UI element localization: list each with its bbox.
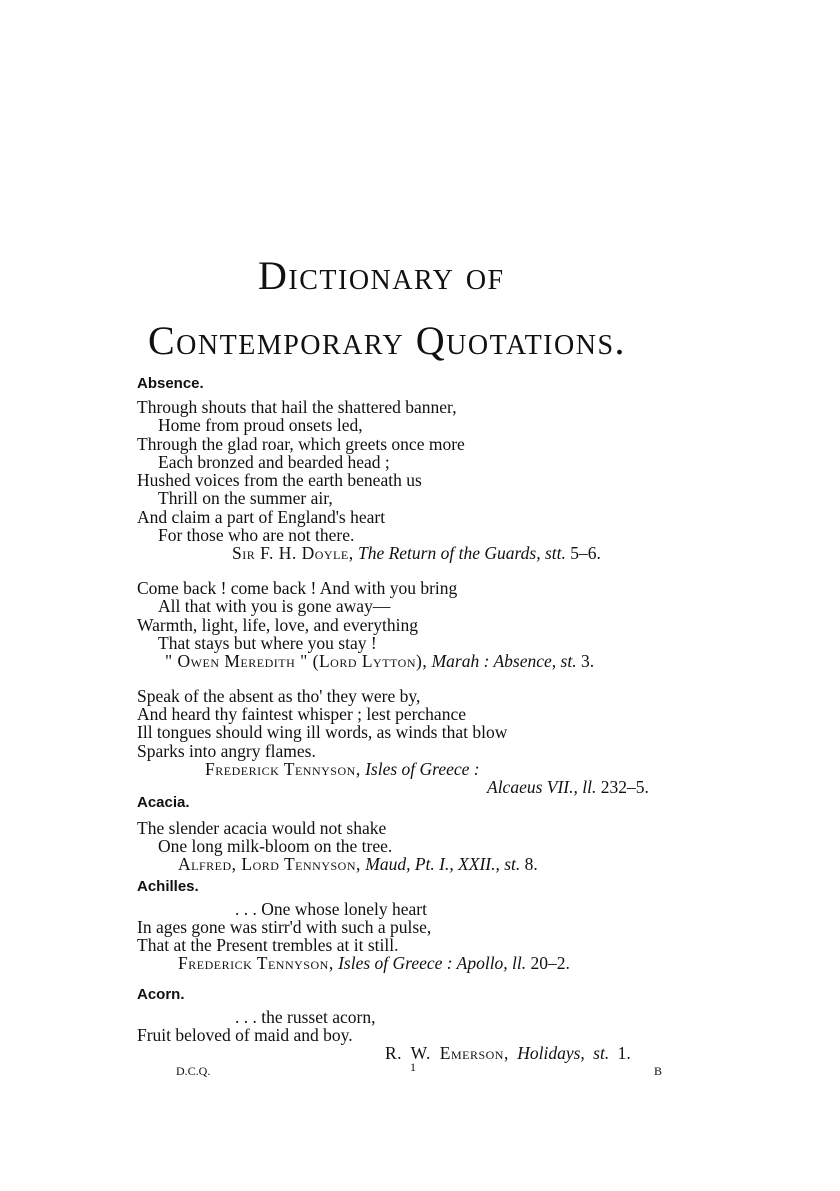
author: " Owen Meredith " (Lord Lytton), [165,651,428,671]
work: Isles of Greece : Apollo, ll. [338,953,527,973]
location: 1. [617,1043,631,1063]
quote-line: That at the Present trembles at it still. [137,935,399,955]
quote-line: Warmth, light, life, love, and everything [137,615,418,635]
work: Alcaeus VII., ll. [487,777,597,797]
work: Marah : Absence, st. [431,651,577,671]
work: The Return of the Guards, stt. [357,543,566,563]
quote-line: Each bronzed and bearded head ; [158,452,390,472]
attribution [178,856,538,874]
quote-line: . . . One whose lonely heart [235,899,427,919]
attribution [165,653,594,671]
author: R. W. Emerson, [385,1043,509,1063]
quote-line: The slender acacia would not shake [137,818,387,838]
attribution [205,761,480,779]
entry-heading: Achilles. [137,878,199,895]
entry-heading: Acorn. [137,986,185,1003]
quote-line: And heard thy faintest whisper ; lest perchance [137,704,466,724]
location: 8. [524,854,538,874]
location: 5–6. [570,543,601,563]
quote-line: Ill tongues should wing ill words, as winds that blow [137,722,508,742]
location: 20–2. [530,953,570,973]
quote-line: For those who are not there. [158,525,355,545]
signature-mark: D.C.Q. [176,1064,211,1078]
quote-line: All that with you is gone away— [158,596,391,616]
quote-line: One long milk-bloom on the tree. [158,836,393,856]
quote-line: In ages gone was stirr'd with such a pulse, [137,917,432,937]
attribution [385,1045,631,1063]
quote-line: Through the glad roar, which greets once more [137,434,465,454]
quote-line: Hushed voices from the earth beneath us [137,470,422,490]
quote-line: Home from proud onsets led, [158,415,363,435]
quote-line: Come back ! come back ! And with you bring [137,578,458,598]
location: 3. [580,651,595,671]
attribution-continued [487,779,649,797]
page-number: 1 [410,1060,416,1074]
quote-line: Through shouts that hail the shattered banner, [137,397,457,417]
quote-line: And claim a part of England's heart [137,507,386,527]
work: Maud, Pt. I., XXII., st. [365,854,521,874]
gathering-letter: B [654,1064,663,1078]
entry-heading: Acacia. [137,794,190,811]
quote-line: Speak of the absent as tho' they were by, [137,686,421,706]
quote-line: Thrill on the summer air, [158,488,333,508]
attribution [232,545,601,563]
work: Isles of Greece : [365,759,480,779]
author: Sir F. H. Doyle, [232,543,354,563]
title-line-2: Contemporary Quotations. [148,318,627,363]
author: Alfred, Lord Tennyson, [178,854,361,874]
work: Holidays, st. [517,1043,610,1063]
attribution [178,955,570,973]
location: 232–5. [600,777,649,797]
title-line-1: Dictionary of [258,253,505,298]
author: Frederick Tennyson, [205,759,361,779]
entry-heading: Absence. [137,375,204,392]
quote-line: Sparks into angry flames. [137,741,316,761]
quote-line: . . . the russet acorn, [235,1007,376,1027]
quote-line: That stays but where you stay ! [158,633,377,653]
quote-line: Fruit beloved of maid and boy. [137,1025,353,1045]
author: Frederick Tennyson, [178,953,334,973]
